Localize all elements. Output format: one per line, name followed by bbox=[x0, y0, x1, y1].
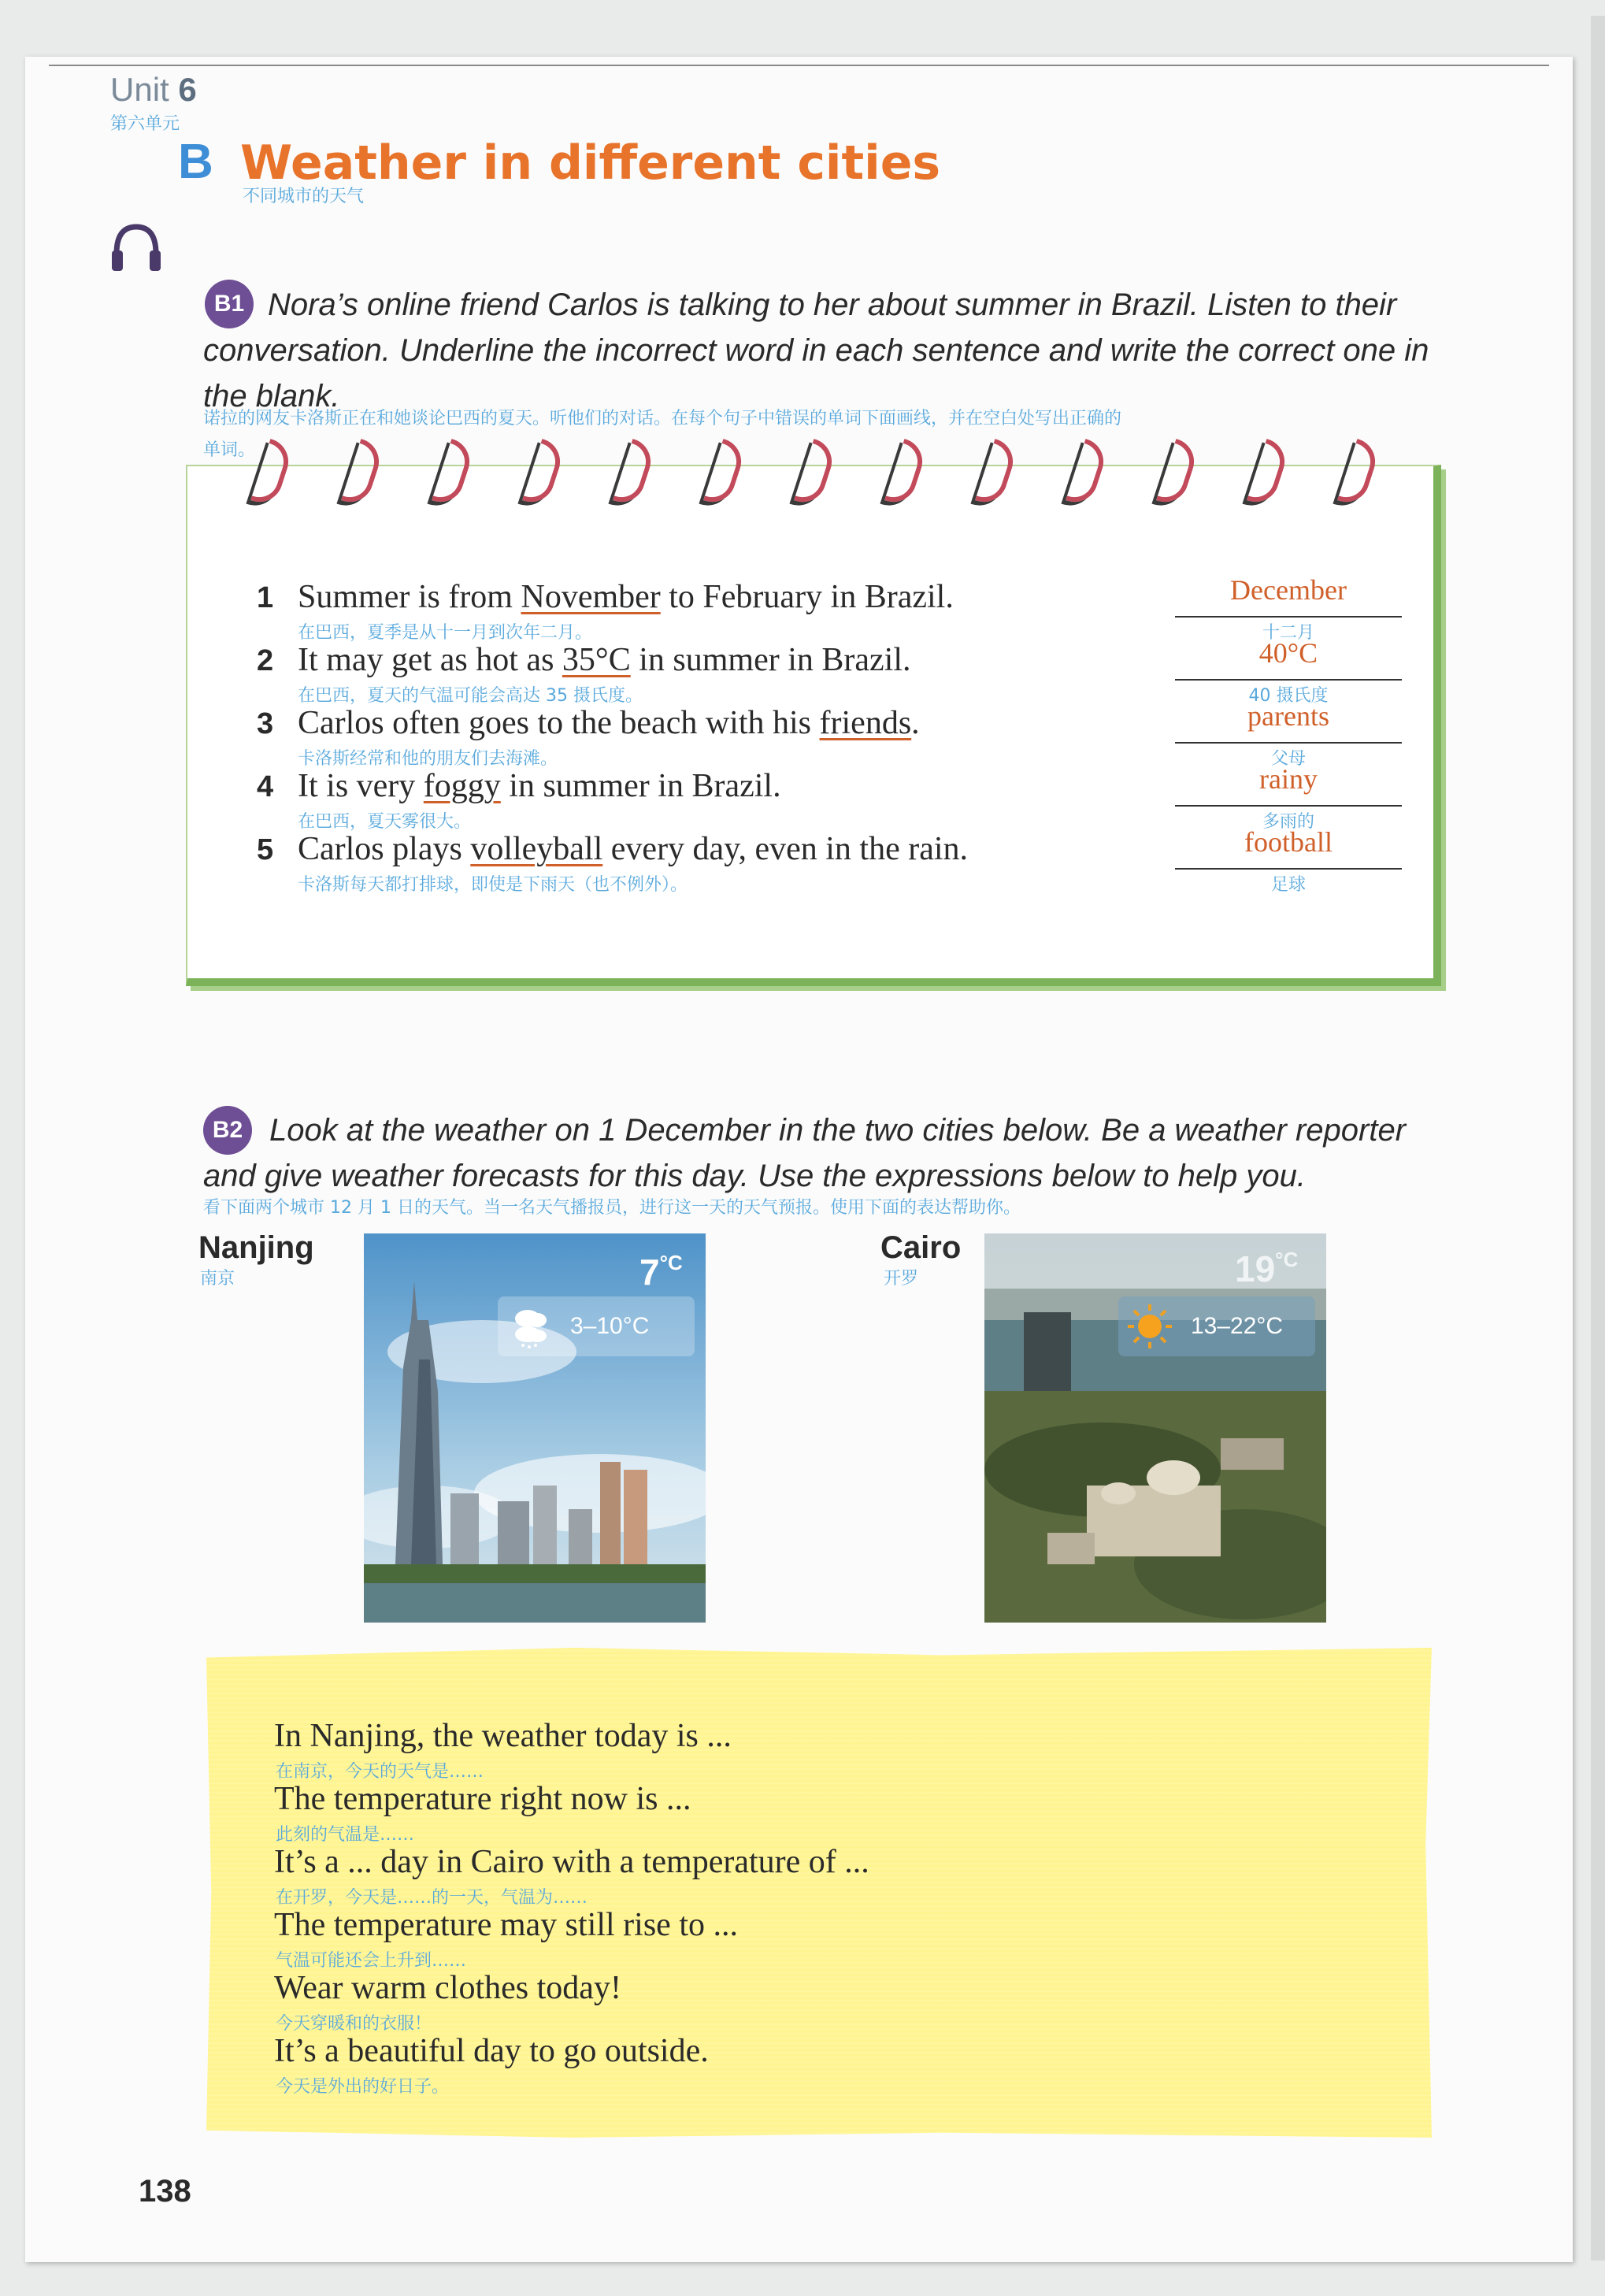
sentence: It may get as hot as 35°C in summer in Brazil. bbox=[298, 642, 911, 678]
sentence: Carlos plays volleyball every day, even in the rain. bbox=[298, 831, 969, 867]
city-name-nanjing: Nanjing bbox=[198, 1230, 314, 1265]
ring-icon bbox=[432, 439, 476, 508]
expression: It’s a beautiful day to go outside. bbox=[274, 2033, 709, 2069]
answer-chinese: 40 摄氏度 bbox=[1248, 686, 1329, 706]
answer-blank bbox=[1175, 742, 1402, 744]
sentence: Carlos often goes to the beach with his friends. bbox=[298, 705, 920, 741]
top-rule bbox=[49, 65, 1549, 66]
sentence: It is very foggy in summer in Brazil. bbox=[298, 768, 781, 804]
expression: It’s a ... day in Cairo with a temperature of ... bbox=[274, 1844, 869, 1880]
expression-chinese: 此刻的气温是…… bbox=[276, 1825, 415, 1845]
b1-instruction-line-1: Nora’s online friend Carlos is talking to her about summer in Brazil. Listen to their bbox=[268, 287, 1397, 322]
ring-icon bbox=[341, 439, 385, 508]
sentence-chinese: 在巴西，夏季是从十一月到次年二月。 bbox=[298, 623, 593, 643]
sentence-number: 1 bbox=[257, 581, 274, 614]
b1-instruction-line-2: conversation. Underline the incorrect word in each sentence and write the correct one in bbox=[203, 333, 1429, 368]
sentence-number: 2 bbox=[257, 644, 274, 677]
ring-icon bbox=[1066, 439, 1110, 508]
nanjing-range-box bbox=[498, 1296, 695, 1356]
incorrect-word: volleyball bbox=[470, 831, 603, 867]
ring-icon bbox=[1247, 439, 1291, 508]
expression-chinese: 今天是外出的好日子。 bbox=[276, 2077, 450, 2097]
sentence-number: 5 bbox=[257, 833, 274, 866]
ring-icon bbox=[1337, 439, 1381, 508]
answer-chinese: 足球 bbox=[1270, 875, 1306, 895]
ring-icon bbox=[975, 439, 1019, 508]
cairo-range-box bbox=[1118, 1296, 1315, 1356]
sentence-chinese: 卡洛斯经常和他的朋友们去海滩。 bbox=[298, 749, 558, 769]
sentence-chinese: 在巴西，夏天雾很大。 bbox=[298, 812, 472, 832]
expression-chinese: 在南京，今天的天气是…… bbox=[276, 1762, 484, 1782]
cairo-current-temp: $19^{^\circ C}$ bbox=[1235, 1248, 1299, 1289]
cairo-photo bbox=[984, 1233, 1326, 1623]
city-chinese-cairo: 开罗 bbox=[884, 1269, 919, 1289]
ring-icon bbox=[613, 439, 657, 508]
nanjing-photo bbox=[364, 1233, 706, 1623]
sun-icon bbox=[1126, 1303, 1173, 1350]
answer: December bbox=[1230, 574, 1347, 606]
sentence-number: 3 bbox=[257, 707, 274, 740]
answer-blank bbox=[1175, 679, 1402, 681]
expression: Wear warm clothes today! bbox=[274, 1970, 621, 2006]
sentence-number: 4 bbox=[257, 770, 274, 803]
answer: football bbox=[1244, 826, 1333, 858]
ring-icon bbox=[250, 439, 295, 508]
city-chinese-nanjing: 南京 bbox=[200, 1269, 235, 1289]
incorrect-word: November bbox=[521, 579, 661, 615]
b2-badge: B2 bbox=[203, 1106, 252, 1155]
section-title-chinese: 不同城市的天气 bbox=[243, 187, 365, 206]
section-title: Weather in different cities bbox=[240, 135, 941, 191]
answer-blank bbox=[1175, 868, 1402, 870]
b2-instruction-line-2: and give weather forecasts for this day. Use the expressions below to help you. bbox=[203, 1159, 1307, 1193]
answer: 40°C bbox=[1258, 637, 1318, 669]
expression: The temperature may still rise to ... bbox=[274, 1907, 738, 1943]
b1-instruction-chinese-2: 单词。 bbox=[203, 440, 256, 460]
section-letter: B bbox=[178, 135, 213, 189]
unit-number: 6 bbox=[178, 71, 197, 108]
unit-chinese: 第六单元 bbox=[110, 114, 180, 134]
ring-icon bbox=[794, 439, 838, 508]
cairo-temp-range: 13–22°C bbox=[1191, 1313, 1284, 1339]
answer-blank bbox=[1175, 616, 1402, 618]
ring-icon bbox=[1156, 439, 1200, 508]
expression-chinese: 在开罗，今天是……的一天，气温为…… bbox=[276, 1888, 588, 1908]
expression-chinese: 气温可能还会上升到…… bbox=[276, 1951, 467, 1971]
cairo-aerial-image bbox=[984, 1233, 1326, 1623]
b1-badge: B1 bbox=[205, 280, 254, 328]
answer-chinese: 多雨的 bbox=[1262, 812, 1314, 832]
nanjing-current-temp: $7^{^\circ C}$ bbox=[639, 1251, 683, 1293]
sentence: Summer is from November to February in Brazil. bbox=[298, 579, 954, 615]
sentence-chinese: 卡洛斯每天都打排球，即使是下雨天（也不例外）。 bbox=[298, 875, 688, 895]
answer: parents bbox=[1247, 700, 1329, 732]
b1-instruction-line-3: the blank. bbox=[203, 379, 340, 414]
incorrect-word: friends bbox=[819, 705, 912, 741]
b2-instruction-line-1: Look at the weather on 1 December in the two cities below. Be a weather reporter bbox=[269, 1113, 1407, 1148]
ring-icon bbox=[522, 439, 566, 508]
answer: rainy bbox=[1259, 763, 1318, 795]
city-name-cairo: Cairo bbox=[880, 1230, 962, 1265]
expression: In Nanjing, the weather today is ... bbox=[274, 1718, 732, 1754]
nanjing-temp-range: 3–10°C bbox=[570, 1313, 650, 1339]
page-number: 138 bbox=[139, 2174, 191, 2209]
answer-chinese: 父母 bbox=[1270, 749, 1306, 769]
incorrect-word: foggy bbox=[423, 768, 501, 804]
ring-icon bbox=[703, 439, 747, 508]
incorrect-word: 35°C bbox=[562, 642, 631, 678]
b2-instruction-chinese: 看下面两个城市 12 月 1 日的天气。当一名天气播报员，进行这一天的天气预报。使用下面的表达帮助你。 bbox=[203, 1198, 1021, 1218]
answer-chinese: 十二月 bbox=[1262, 623, 1314, 643]
sentence-chinese: 在巴西，夏天的气温可能会高达 35 摄氏度。 bbox=[298, 686, 643, 706]
expression-chinese: 今天穿暖和的衣服！ bbox=[276, 2014, 432, 2034]
notebook-rings bbox=[236, 441, 1418, 512]
expression: The temperature right now is ... bbox=[274, 1781, 691, 1817]
page-edge bbox=[1591, 16, 1605, 2261]
headphones-icon bbox=[109, 221, 164, 276]
answer-blank bbox=[1175, 805, 1402, 807]
ring-icon bbox=[884, 439, 929, 508]
snow-cloud-icon bbox=[506, 1303, 553, 1350]
unit-word: Unit bbox=[110, 71, 169, 108]
unit-label bbox=[110, 71, 197, 109]
b1-instruction-chinese-1: 诺拉的网友卡洛斯正在和她谈论巴西的夏天。听他们的对话。在每个句子中错误的单词下面画线，并在空白处写出正确的 bbox=[203, 409, 1122, 428]
